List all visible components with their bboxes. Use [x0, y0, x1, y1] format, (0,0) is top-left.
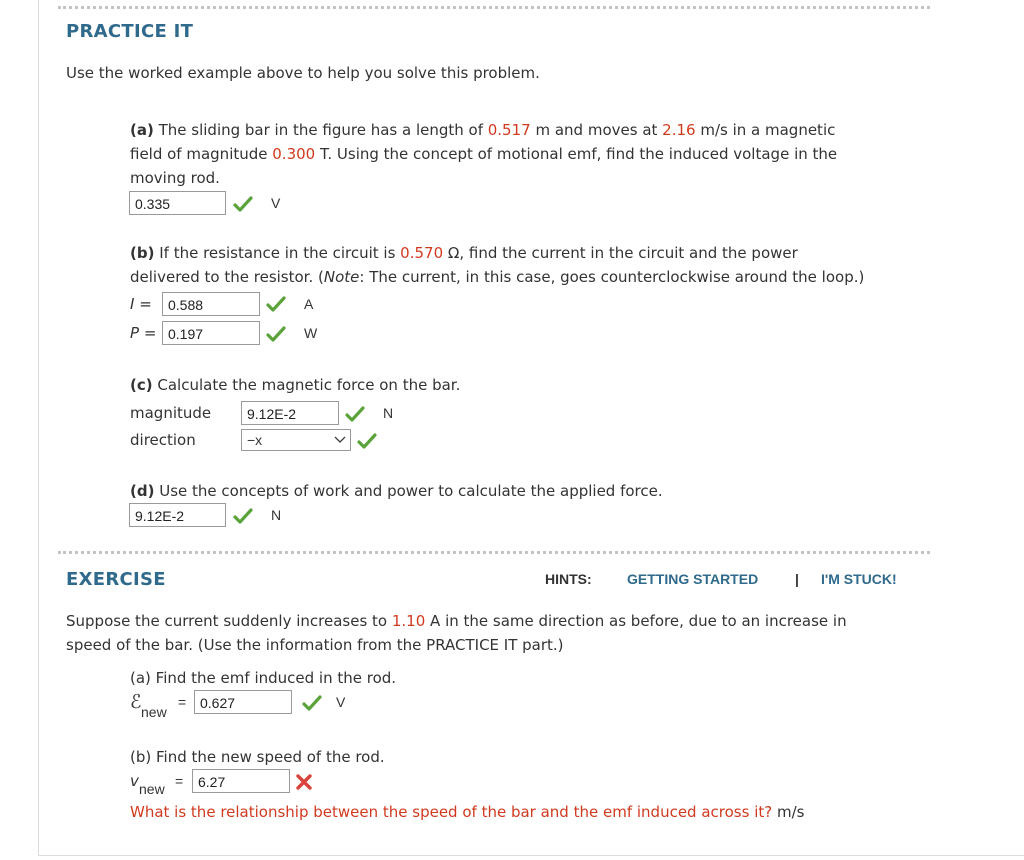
- length-value: 0.517: [487, 121, 531, 139]
- practice-intro: Use the worked example above to help you solve this problem.: [66, 64, 540, 82]
- part-d-unit: N: [271, 507, 282, 523]
- exercise-a-question: (a) Find the emf induced in the rod.: [130, 669, 397, 687]
- exercise-intro-line2: speed of the bar. (Use the information from the PRACTICE IT part.): [66, 636, 564, 654]
- practice-heading: PRACTICE IT: [66, 21, 194, 42]
- part-a-line3: moving rod.: [130, 169, 220, 187]
- magnitude-unit: N: [383, 405, 394, 421]
- emf-equals: =: [178, 694, 187, 710]
- hints-separator: |: [795, 571, 799, 587]
- part-c-line1: (c) Calculate the magnetic force on the bar.: [130, 376, 461, 394]
- part-d-answer-input[interactable]: 9.12E-2: [129, 503, 226, 527]
- resistance-value: 0.570: [400, 244, 444, 262]
- divider-exercise: [58, 551, 930, 554]
- emf-unit: V: [336, 694, 346, 710]
- speed-answer-input[interactable]: 6.27: [192, 769, 290, 793]
- part-b-line2: delivered to the resistor. (Note: The current, in this case, goes counterclockwise around the loop.): [130, 268, 865, 286]
- check-icon: [266, 326, 286, 342]
- emf-answer-input[interactable]: 0.627: [194, 690, 292, 714]
- exercise-heading: EXERCISE: [66, 569, 166, 590]
- part-a-line1: (a) The sliding bar in the figure has a length of 0.517 m and moves at 2.16 m/s in a magnetic: [130, 121, 836, 139]
- magnitude-label: magnitude: [130, 404, 212, 422]
- field-value: 0.300: [272, 145, 316, 163]
- direction-select[interactable]: [241, 429, 351, 451]
- current-label: I =: [130, 295, 152, 313]
- getting-started-link[interactable]: GETTING STARTED: [627, 571, 759, 587]
- current-unit: A: [304, 296, 314, 312]
- current-increase-value: 1.10: [391, 612, 426, 630]
- exercise-b-question: (b) Find the new speed of the rod.: [130, 748, 385, 766]
- current-answer-input[interactable]: 0.588: [162, 292, 260, 316]
- check-icon: [345, 406, 365, 422]
- speed-feedback: What is the relationship between the speed of the bar and the emf induced across it? m/s: [130, 803, 805, 821]
- check-icon: [266, 296, 286, 312]
- divider-top: [58, 6, 930, 9]
- emf-symbol: ℰ: [130, 691, 142, 713]
- check-icon: [233, 508, 253, 524]
- check-icon: [302, 695, 322, 711]
- magnitude-answer-input[interactable]: 9.12E-2: [241, 401, 339, 425]
- direction-label: direction: [130, 431, 196, 449]
- part-a-answer-input[interactable]: 0.335: [129, 191, 226, 215]
- check-icon: [233, 196, 253, 212]
- hints-label: HINTS:: [545, 571, 592, 587]
- part-a-unit: V: [271, 195, 281, 211]
- speed-unit: m/s: [776, 803, 805, 821]
- check-icon: [357, 433, 377, 449]
- power-unit: W: [304, 325, 318, 341]
- part-a-line2: field of magnitude 0.300 T. Using the concept of motional emf, find the induced voltage in the: [130, 145, 838, 163]
- im-stuck-link[interactable]: I'M STUCK!: [821, 571, 897, 587]
- speed-subscript: new: [139, 781, 165, 797]
- speed-value: 2.16: [662, 121, 696, 139]
- emf-subscript: new: [141, 704, 167, 720]
- chevron-down-icon: [334, 433, 346, 445]
- speed-equals: =: [175, 773, 184, 789]
- part-b-line1: (b) If the resistance in the circuit is 0.570 Ω, find the current in the circuit and the power: [130, 244, 798, 262]
- exercise-intro-line1: Suppose the current suddenly increases to 1.10 A in the same direction as before, due to an increase in: [66, 612, 847, 630]
- direction-selected-value: −x: [247, 432, 263, 448]
- speed-symbol: v: [130, 772, 139, 790]
- part-d-line1: (d) Use the concepts of work and power to calculate the applied force.: [130, 482, 663, 500]
- power-answer-input[interactable]: 0.197: [162, 321, 260, 345]
- x-icon: [295, 773, 313, 791]
- power-label: P =: [130, 324, 157, 342]
